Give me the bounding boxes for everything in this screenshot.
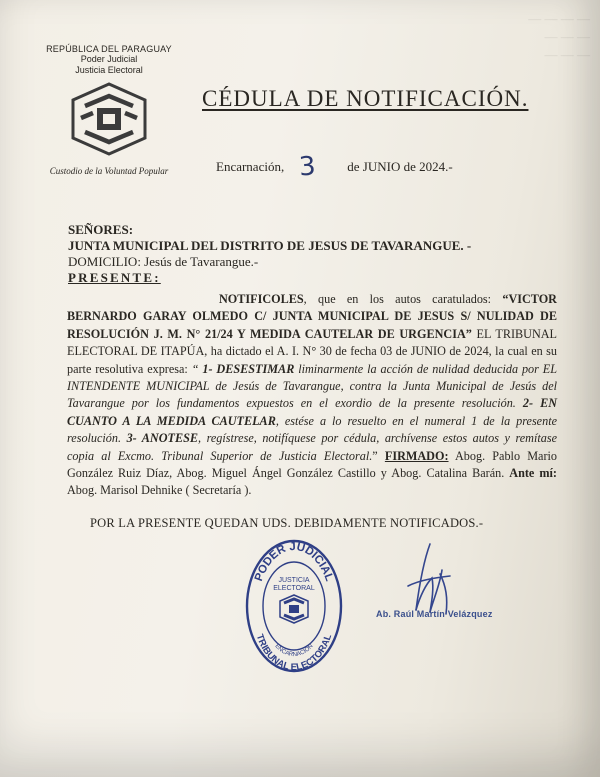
faded-background-text: — — — — — — — — — —: [528, 11, 590, 62]
presente-label: PRESENTE:: [68, 270, 161, 285]
republic-label: REPÚBLICA DEL PARAGUAY: [46, 44, 172, 54]
svg-text:ENCARNACION: [273, 643, 314, 658]
seal-inner-bottom-text: ENCARNACION: [273, 643, 315, 659]
document-title: CÉDULA DE NOTIFICACIÓN.: [202, 86, 529, 111]
case-title: “VICTOR BERNARDO GARAY OLMEDO C/ JUNTA MUNICIPAL DE JESUS S/ NULIDAD DE RESOLUCIÓN J. M. N° 21/24 Y MEDIDA CAUTELAR DE URGENCIA”: [67, 292, 557, 341]
handwritten-day: 3: [298, 151, 318, 183]
justicia-electoral-logo-icon: [63, 80, 155, 158]
closing-statement: POR LA PRESENTE QUEDAN UDS. DEBIDAMENTE NOTIFICADOS.-: [90, 516, 484, 530]
institution-line-1: Poder Judicial: [80, 54, 138, 64]
addressee-name: JUNTA MUNICIPAL DEL DISTRITO DE JESUS DE TAVARANGUE. -: [68, 238, 472, 253]
seal-bottom-text: TRIBUNAL ELECTORAL: [253, 632, 335, 674]
signatory-name: Ab. Raúl Martín Velázquez: [376, 609, 493, 619]
seal-center-line-2: ELECTORAL: [273, 585, 315, 592]
addressee-block: [68, 222, 471, 286]
seal-center-line-1: JUSTICIA: [278, 577, 310, 584]
handwritten-signature: [390, 540, 470, 620]
notification-body: NOTIFICOLES, que en los autos caratulados: “VICTOR BERNARDO GARAY OLMEDO C/ JUNTA MUNICIPAL DE JESUS S/ NULIDAD DE RESOLUCIÓN J. M. N° 21/24 Y MEDIDA CAUTELAR DE URGENCIA” EL TRIBUNAL ELECTORAL DE ITAPÚA, ha dictado el A. I. N° 30 de fecha 03 de JUNIO de 2024, la cual en su parte resolutiva expresa: “ 1- DESESTIMAR liminarmente la acción de nulidad deducida por EL INTENDENTE MUNICIPAL de Jesús de Tavarangue, contra la Junta Municipal de Jesús del Tavarangue por los fundamentos expuestos en el exordio de la presente resolución. 2- EN CUANTO A LA MEDIDA CAUTELAR, estése a lo resuelto en el numeral 1 de la presente resolución. 3- ANOTESE, regístrese, notifíquese por cédula, archívense estos autos y remítase copia al Excmo. Tribunal Superior de Justicia Electoral.” FIRMADO: Abog. Pablo Mario González Ruiz Díaz, Abog. Miguel Ángel González Castillo y Abog. Catalina Barán. Ante mí: Abog. Marisol Dehnike ( Secretaría ).: [67, 292, 558, 498]
motto: Custodio de la Voluntad Popular: [49, 166, 169, 176]
date-rest: de JUNIO de 2024.-: [347, 159, 453, 174]
notificoles-lead: NOTIFICOLES: [219, 292, 304, 306]
letterhead: [44, 44, 174, 176]
place: Encarnación,: [216, 159, 285, 174]
resolution-3-lead: 3- ANOTESE: [126, 431, 199, 446]
resolution-1-lead: 1- DESESTIMAR: [202, 361, 295, 376]
date-line: [216, 148, 453, 183]
salutation: SEÑORES:: [68, 222, 134, 237]
institution-line-2: Justicia Electoral: [75, 65, 143, 75]
ante-mi-label: Ante mí:: [509, 466, 557, 481]
official-seal-icon: [244, 538, 344, 674]
firmado-label: FIRMADO:: [384, 448, 449, 463]
seal-top-text: PODER JUDICIAL: [252, 540, 336, 583]
resolution-2-lead: 2- EN CUANTO A LA MEDIDA CAUTELAR: [67, 396, 558, 428]
domicile: DOMICILIO: Jesús de Tavarangue.-: [68, 254, 259, 269]
